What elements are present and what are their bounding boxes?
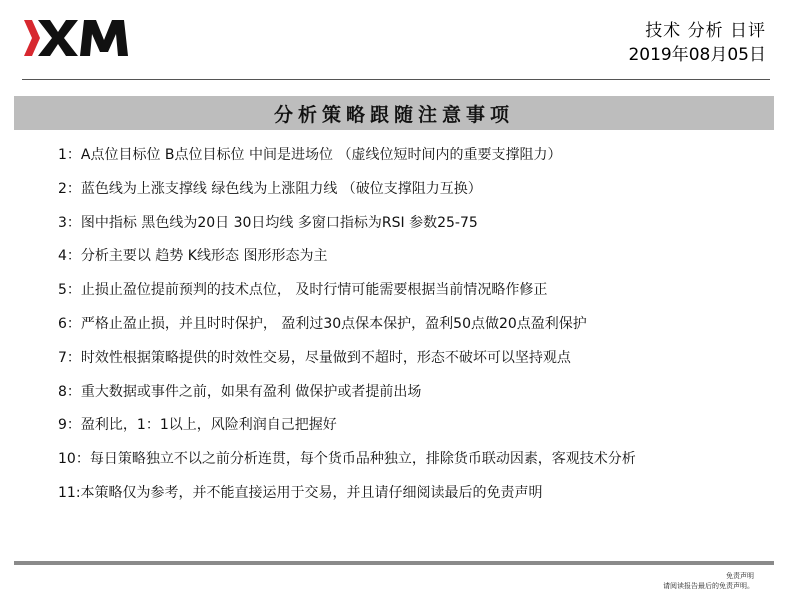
list-item: 9：盈利比，1：1以上，风险利润自己把握好 <box>58 417 337 434</box>
list-item: 4：分析主要以 趋势 K线形态 图形形态为主 <box>58 248 328 265</box>
list-item: 6：严格止盈止损，并且时时保护， 盈利过30点保本保护，盈利50点做20点盈利保护 <box>58 315 587 332</box>
report-date: 2019年08月05日 <box>628 45 766 65</box>
list-item: 10：每日策略独立不以之前分析连贯，每个货币品种独立，排除货币联动因素，客观技术分析 <box>58 451 636 468</box>
notes-list <box>58 146 768 518</box>
list-item: 2：蓝色线为上涨支撑线 绿色线为上涨阻力线 （破位支撑阻力互换） <box>58 180 482 197</box>
list-item: 5：止损止盈位提前预判的技术点位， 及时行情可能需要根据当前情况略作修正 <box>58 282 548 299</box>
list-item: 7：时效性根据策略提供的时效性交易，尽量做到不超时，形态不破坏可以坚持观点 <box>58 349 571 366</box>
disclaimer-text: 请阅读报告最后的免责声明。 <box>663 582 754 590</box>
disclaimer-title: 免责声明 <box>726 572 754 580</box>
bottom-divider <box>14 561 774 565</box>
list-item: 11:本策略仅为参考，并不能直接运用于交易，并且请仔细阅读最后的免责声明 <box>58 484 543 501</box>
report-header <box>628 20 766 66</box>
list-item: 8：重大数据或事件之前，如果有盈利 做保护或者提前出场 <box>58 383 422 400</box>
disclaimer-note <box>663 571 754 591</box>
xm-logo <box>22 14 134 64</box>
banner-title: 分析策略跟随注意事项 <box>273 103 514 126</box>
list-item: 1：A点位目标位 B点位目标位 中间是进场位 （虚线位短时间内的重要支撑阻力） <box>58 147 562 163</box>
section-banner <box>14 96 774 130</box>
header-divider <box>22 79 770 80</box>
list-item: 3：图中指标 黑色线为20日 30日均线 多窗口指标为RSI 参数25-75 <box>58 214 478 231</box>
report-title: 技术 分析 日评 <box>645 21 766 41</box>
